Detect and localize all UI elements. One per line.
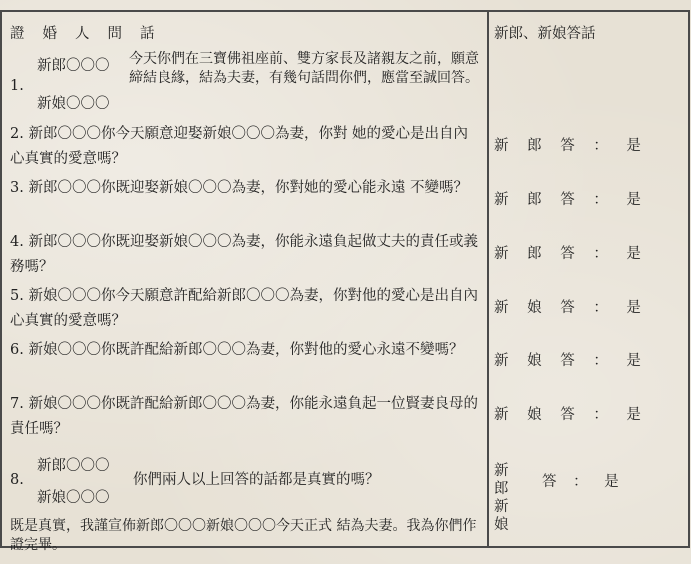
groom-label: 新 郎 [494, 463, 512, 497]
bride-label: 新 娘 [494, 499, 512, 533]
answer-5: 新 娘 答 ： 是 [494, 300, 648, 316]
questions-header: 證婚人問話 [10, 26, 173, 42]
question-text: 你們兩人以上回答的話都是真實的嗎？ [133, 472, 380, 488]
answers-column [489, 12, 688, 546]
question-5: 5. 新娘〇〇〇你今天願意許配給新郎〇〇〇為妻，你對他的愛心是出自內心真實的愛意嗎？ [10, 288, 478, 329]
questions-column [2, 12, 489, 553]
question-number: 1. [10, 78, 24, 94]
bride-name: 新娘〇〇〇 [37, 96, 110, 112]
question-1 [10, 51, 480, 120]
question-3: 3. 新郎〇〇〇你既迎娶新娘〇〇〇為妻，你對她的愛心能永遠 不變嗎？ [10, 180, 469, 196]
closing-statement: 既是真實，我謹宣佈新郎〇〇〇新娘〇〇〇今天正式 結為夫妻。我為你們作證完畢。 [10, 518, 477, 553]
answers-header: 新郎、新娘答話 [494, 26, 596, 42]
bride-name: 新娘〇〇〇 [37, 490, 110, 506]
answer-3: 新 郎 答 ： 是 [494, 192, 648, 208]
question-4: 4. 新郎〇〇〇你既迎娶新娘〇〇〇為妻，你能永遠負起做丈夫的責任或義務嗎？ [10, 234, 478, 275]
question-7: 7. 新娘〇〇〇你既許配給新郎〇〇〇為妻，你能永遠負起一位賢妻良母的責任嗎？ [10, 396, 478, 437]
answer-2: 新 郎 答 ： 是 [494, 138, 648, 154]
groom-name: 新郎〇〇〇 [37, 458, 110, 474]
question-text: 今天你們在三寶佛祖座前、雙方家長及諸親友之前，願意締結良緣，結為夫妻，有幾句話問你們，應當至誠回答。 [129, 51, 479, 86]
wedding-vows-table [0, 10, 690, 553]
answer-6: 新 娘 答 ： 是 [494, 353, 648, 369]
question-6: 6. 新娘〇〇〇你既許配給新郎〇〇〇為妻，你對他的愛心永遠不變嗎？ [10, 342, 464, 358]
answer-8-reply: 答 ： 是 [542, 474, 625, 490]
groom-name: 新郎〇〇〇 [37, 58, 110, 74]
answer-7: 新 娘 答 ： 是 [494, 407, 648, 423]
answer-4: 新 郎 答 ： 是 [494, 246, 648, 262]
answer-8-speakers [494, 462, 512, 534]
question-8 [10, 454, 480, 510]
question-2: 2. 新郎〇〇〇你今天願意迎娶新娘〇〇〇為妻，你對 她的愛心是出自內心真實的愛意嗎？ [10, 126, 469, 167]
question-number: 8. [10, 472, 24, 488]
